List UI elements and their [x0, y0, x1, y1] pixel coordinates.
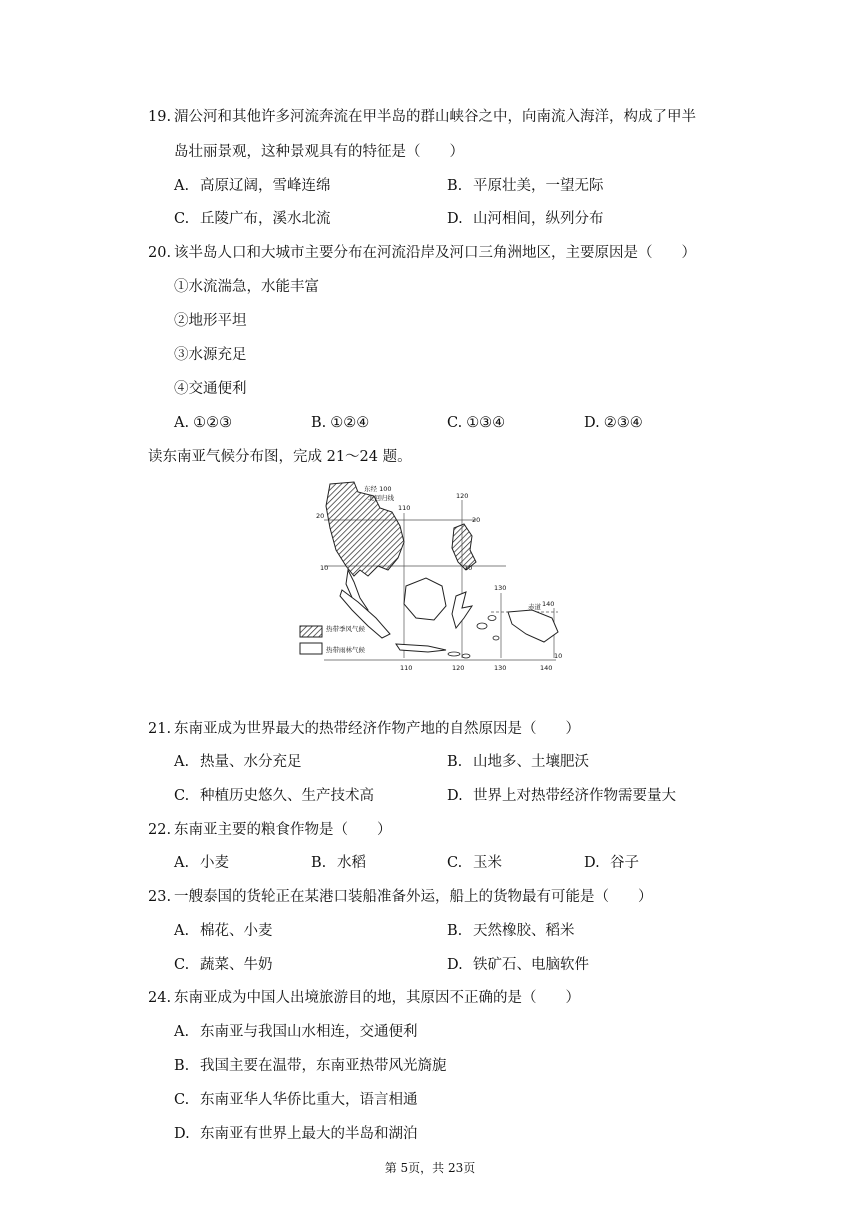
option-text: 水稻 — [337, 855, 366, 871]
q24-stem: 东南亚成为中国人出境旅游目的地，其原因不正确的是（ ） — [174, 990, 580, 1006]
option-label: B. — [311, 415, 327, 431]
option-label: C. — [174, 1092, 190, 1108]
option-label: D. — [174, 1126, 190, 1142]
map-title-line1: 东经 100 — [364, 485, 392, 493]
q19-stem-line2: 岛壮丽景观，这种景观具有的特征是（ ） — [174, 144, 464, 160]
option-text: 玉米 — [473, 855, 502, 871]
lat-label: 10 — [320, 564, 329, 572]
option-text: 平原壮美，一望无际 — [473, 178, 604, 194]
option-label: B. — [174, 1058, 190, 1074]
q22-option-c[interactable] — [447, 853, 502, 873]
q22-option-d[interactable] — [584, 853, 639, 873]
q22-option-a[interactable] — [174, 853, 229, 873]
lon-label: 120 — [456, 492, 469, 500]
option-label: A. — [174, 415, 190, 431]
option-text: 东南亚有世界上最大的半岛和湖泊 — [200, 1126, 418, 1142]
q19-option-b[interactable] — [447, 176, 604, 196]
option-text: 东南亚与我国山水相连，交通便利 — [200, 1024, 418, 1040]
q20-option-c[interactable] — [447, 413, 505, 433]
q23-option-a[interactable] — [174, 921, 273, 941]
option-label: B. — [447, 754, 463, 770]
q21-option-d[interactable] — [447, 786, 676, 806]
q20-option-d[interactable] — [584, 413, 643, 433]
option-text: 蔬菜、牛奶 — [200, 957, 273, 973]
option-text: 热量、水分充足 — [200, 754, 302, 770]
q24-number: 24. — [148, 990, 172, 1006]
option-label: D. — [447, 788, 463, 804]
southeast-asia-climate-map — [296, 478, 562, 674]
option-label: D. — [584, 415, 600, 431]
option-label: A. — [174, 855, 190, 871]
lon-label: 130 — [494, 664, 507, 672]
option-label: C. — [174, 788, 190, 804]
q20-number: 20. — [148, 245, 172, 261]
option-label: A. — [174, 1024, 190, 1040]
option-label: A. — [174, 923, 190, 939]
q21-number: 21. — [148, 721, 172, 737]
q21-stem: 东南亚成为世界最大的热带经济作物产地的自然原因是（ ） — [174, 721, 580, 737]
option-label: C. — [174, 957, 190, 973]
lat-label: 20 — [316, 512, 325, 520]
q20-option-a[interactable] — [174, 413, 232, 433]
legend-label-rainforest: 热带雨林气候 — [326, 646, 365, 654]
lon-label: 110 — [398, 504, 411, 512]
option-text: 天然橡胶、稻米 — [473, 923, 575, 939]
option-text: 丘陵广布，溪水北流 — [200, 211, 331, 227]
option-label: C. — [447, 415, 463, 431]
option-text: 山地多、土壤肥沃 — [473, 754, 589, 770]
option-label: A. — [174, 178, 190, 194]
q19-option-d[interactable] — [447, 209, 604, 229]
q20-statement-2: ②地形平坦 — [174, 313, 247, 329]
q24-option-a[interactable] — [174, 1022, 418, 1042]
lon-label: 110 — [400, 664, 413, 672]
option-label: D. — [584, 855, 600, 871]
lon-label: 130 — [494, 584, 507, 592]
option-text: 山河相间，纵列分布 — [473, 211, 604, 227]
q23-number: 23. — [148, 889, 172, 905]
q22-option-b[interactable] — [311, 853, 366, 873]
option-text: ②③④ — [603, 415, 643, 431]
option-text: 东南亚华人华侨比重大，语言相通 — [200, 1092, 418, 1108]
q23-option-b[interactable] — [447, 921, 575, 941]
q21-option-a[interactable] — [174, 752, 302, 772]
option-label: C. — [447, 855, 463, 871]
option-label: D. — [447, 957, 463, 973]
q20-stem: 该半岛人口和大城市主要分布在河流沿岸及河口三角洲地区，主要原因是（ ） — [174, 245, 696, 261]
option-text: ①②④ — [330, 415, 370, 431]
q19-number: 19. — [148, 109, 172, 125]
lon-label: 140 — [540, 664, 553, 672]
page-footer: 第 5页，共 23页 — [384, 1161, 476, 1175]
option-text: 我国主要在温带，东南亚热带风光旖旎 — [200, 1058, 447, 1074]
lat-label: 10 — [554, 652, 562, 660]
q19-option-c[interactable] — [174, 209, 331, 229]
q23-option-d[interactable] — [447, 955, 589, 975]
lon-label: 120 — [452, 664, 465, 672]
q21-option-c[interactable] — [174, 786, 374, 806]
legend-swatch-monsoon — [300, 626, 322, 637]
q19-stem-line1: 湄公河和其他许多河流奔流在甲半岛的群山峡谷之中，向南流入海洋，构成了甲半 — [174, 109, 696, 125]
option-label: C. — [174, 211, 190, 227]
q23-stem: 一艘泰国的货轮正在某港口装船准备外运，船上的货物最有可能是（ ） — [174, 889, 653, 905]
q21-option-b[interactable] — [447, 752, 589, 772]
lat-label: 10 — [464, 564, 473, 572]
option-text: 铁矿石、电脑软件 — [473, 957, 589, 973]
q22-number: 22. — [148, 822, 172, 838]
q24-option-c[interactable] — [174, 1090, 418, 1110]
option-text: 种植历史悠久、生产技术高 — [200, 788, 374, 804]
legend-label-monsoon: 热带季风气候 — [326, 625, 365, 633]
option-text: 世界上对热带经济作物需要量大 — [473, 788, 676, 804]
option-label: D. — [447, 211, 463, 227]
option-text: 高原辽阔，雪峰连绵 — [200, 178, 331, 194]
q20-option-b[interactable] — [311, 413, 369, 433]
legend-swatch-rainforest — [300, 643, 322, 654]
map-title-line2: 北回归线 — [368, 494, 394, 502]
lat-label: 20 — [472, 516, 481, 524]
q20-statement-1: ①水流湍急，水能丰富 — [174, 279, 319, 295]
equator-label: 赤道 — [528, 603, 541, 611]
q24-option-d[interactable] — [174, 1124, 418, 1144]
q20-statement-3: ③水源充足 — [174, 347, 247, 363]
map-intro-text: 读东南亚气候分布图，完成 21～24 题。 — [148, 449, 412, 465]
q24-option-b[interactable] — [174, 1056, 447, 1076]
option-label: B. — [447, 923, 463, 939]
q22-stem: 东南亚主要的粮食作物是（ ） — [174, 822, 392, 838]
option-label: B. — [447, 178, 463, 194]
option-text: 谷子 — [610, 855, 639, 871]
q23-option-c[interactable] — [174, 955, 273, 975]
option-label: A. — [174, 754, 190, 770]
lon-label: 140 — [542, 600, 555, 608]
option-text: ①③④ — [466, 415, 506, 431]
option-label: B. — [311, 855, 327, 871]
option-text: ①②③ — [193, 415, 233, 431]
option-text: 棉花、小麦 — [200, 923, 273, 939]
q19-option-a[interactable] — [174, 176, 331, 196]
option-text: 小麦 — [200, 855, 229, 871]
q20-statement-4: ④交通便利 — [174, 381, 247, 397]
